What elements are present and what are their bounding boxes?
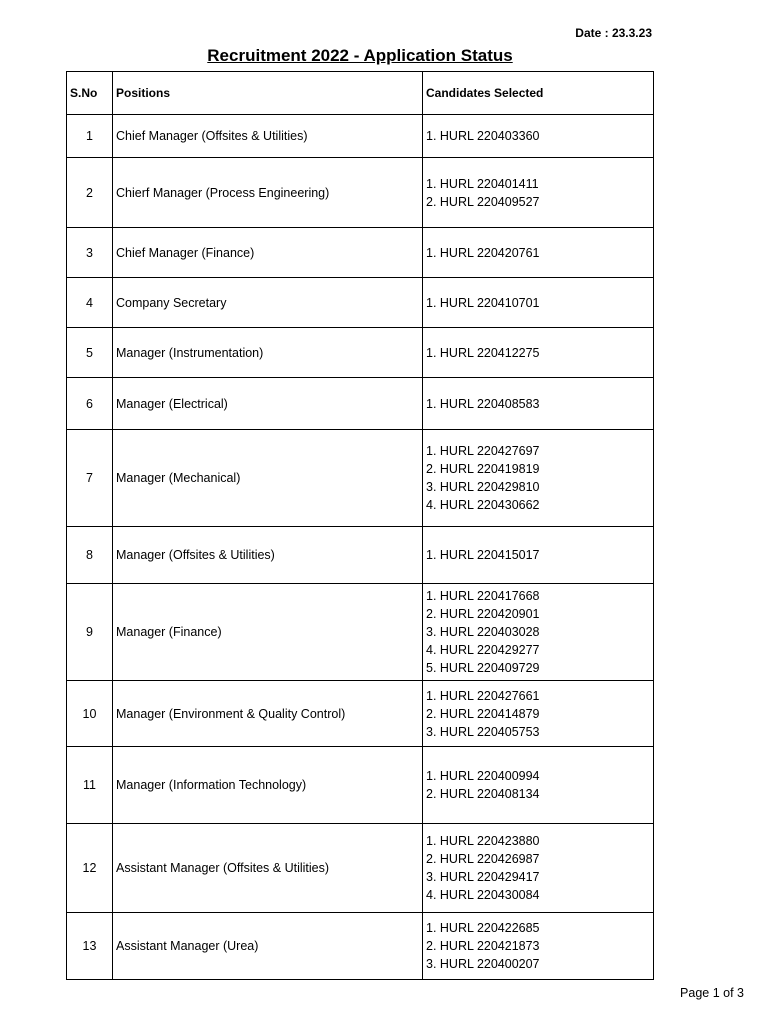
column-header-sno: S.No xyxy=(67,72,113,115)
candidate-id: 1. HURL 220412275 xyxy=(426,345,540,360)
row-candidates xyxy=(423,115,654,158)
row-serial-number: 5 xyxy=(67,328,113,378)
candidate-id: 2. HURL 220419819 xyxy=(426,462,540,476)
candidate-id: 1. HURL 220410701 xyxy=(426,295,540,310)
column-header-positions: Positions xyxy=(113,72,423,115)
row-candidates xyxy=(423,527,654,584)
row-position: Manager (Information Technology) xyxy=(113,747,423,824)
row-candidates xyxy=(423,681,654,747)
row-candidates xyxy=(423,430,654,527)
row-candidates xyxy=(423,913,654,980)
row-position: Manager (Finance) xyxy=(113,584,423,681)
candidate-id: 1. HURL 220415017 xyxy=(426,548,540,562)
candidate-id: 4. HURL 220430662 xyxy=(426,498,540,512)
row-position: Manager (Electrical) xyxy=(113,378,423,430)
table-row xyxy=(67,913,654,980)
candidate-id: 1. HURL 220422685 xyxy=(426,921,540,935)
row-position: Manager (Environment & Quality Control) xyxy=(113,681,423,747)
row-candidates xyxy=(423,378,654,430)
candidate-id: 1. HURL 220401411 xyxy=(426,176,539,191)
candidate-id: 3. HURL 220429417 xyxy=(426,870,540,884)
candidate-id: 1. HURL 220400994 xyxy=(426,769,540,783)
candidate-id: 1. HURL 220417668 xyxy=(426,589,540,603)
candidate-id: 1. HURL 220427697 xyxy=(426,444,540,458)
row-serial-number: 11 xyxy=(67,747,113,824)
row-serial-number: 4 xyxy=(67,278,113,328)
row-position: Manager (Instrumentation) xyxy=(113,328,423,378)
row-candidates xyxy=(423,584,654,681)
row-serial-number: 8 xyxy=(67,527,113,584)
row-serial-number: 10 xyxy=(67,681,113,747)
candidate-id: 1. HURL 220423880 xyxy=(426,834,540,848)
candidate-id: 3. HURL 220429810 xyxy=(426,480,540,494)
table-row xyxy=(67,115,654,158)
candidate-id: 2. HURL 220420901 xyxy=(426,607,540,621)
row-position: Assistant Manager (Urea) xyxy=(113,913,423,980)
application-status-table xyxy=(66,71,654,980)
candidate-id: 1. HURL 220427661 xyxy=(426,688,540,703)
table-body xyxy=(67,115,654,980)
row-position: Manager (Offsites & Utilities) xyxy=(113,527,423,584)
candidate-id: 2. HURL 220426987 xyxy=(426,852,540,866)
table-row xyxy=(67,430,654,527)
table-row xyxy=(67,824,654,913)
row-candidates xyxy=(423,328,654,378)
candidate-id: 4. HURL 220429277 xyxy=(426,643,540,657)
row-serial-number: 6 xyxy=(67,378,113,430)
row-serial-number: 3 xyxy=(67,228,113,278)
table-row xyxy=(67,527,654,584)
table-row xyxy=(67,228,654,278)
row-candidates xyxy=(423,747,654,824)
row-candidates xyxy=(423,228,654,278)
row-position: Manager (Mechanical) xyxy=(113,430,423,527)
row-candidates xyxy=(423,158,654,228)
table-row xyxy=(67,681,654,747)
row-position: Company Secretary xyxy=(113,278,423,328)
candidate-id: 1. HURL 220403360 xyxy=(426,129,540,143)
row-position: Chief Manager (Finance) xyxy=(113,228,423,278)
candidate-id: 3. HURL 220403028 xyxy=(426,625,540,639)
table-row xyxy=(67,747,654,824)
row-serial-number: 1 xyxy=(67,115,113,158)
row-serial-number: 13 xyxy=(67,913,113,980)
table-header-row xyxy=(67,72,654,115)
row-position: Assistant Manager (Offsites & Utilities) xyxy=(113,824,423,913)
row-serial-number: 9 xyxy=(67,584,113,681)
candidate-id: 2. HURL 220414879 xyxy=(426,706,540,721)
candidate-id: 2. HURL 220408134 xyxy=(426,787,540,801)
column-header-candidates: Candidates Selected xyxy=(423,72,654,115)
row-position: Chierf Manager (Process Engineering) xyxy=(113,158,423,228)
row-candidates xyxy=(423,278,654,328)
candidate-id: 2. HURL 220421873 xyxy=(426,939,540,953)
document-title: Recruitment 2022 - Application Status xyxy=(207,46,513,65)
candidate-id: 4. HURL 220430084 xyxy=(426,888,540,902)
row-serial-number: 7 xyxy=(67,430,113,527)
table-row xyxy=(67,158,654,228)
row-serial-number: 12 xyxy=(67,824,113,913)
table-row xyxy=(67,328,654,378)
row-serial-number: 2 xyxy=(67,158,113,228)
table-row xyxy=(67,278,654,328)
candidate-id: 3. HURL 220405753 xyxy=(426,724,540,739)
page-number: Page 1 of 3 xyxy=(680,986,744,1000)
row-position: Chief Manager (Offsites & Utilities) xyxy=(113,115,423,158)
candidate-id: 1. HURL 220408583 xyxy=(426,396,540,411)
candidate-id: 5. HURL 220409729 xyxy=(426,661,540,675)
document-date: Date : 23.3.23 xyxy=(575,26,652,40)
row-candidates xyxy=(423,824,654,913)
table-row xyxy=(67,584,654,681)
candidate-id: 2. HURL 220409527 xyxy=(426,194,540,209)
candidate-id: 3. HURL 220400207 xyxy=(426,957,540,971)
table-row xyxy=(67,378,654,430)
candidate-id: 1. HURL 220420761 xyxy=(426,245,540,260)
